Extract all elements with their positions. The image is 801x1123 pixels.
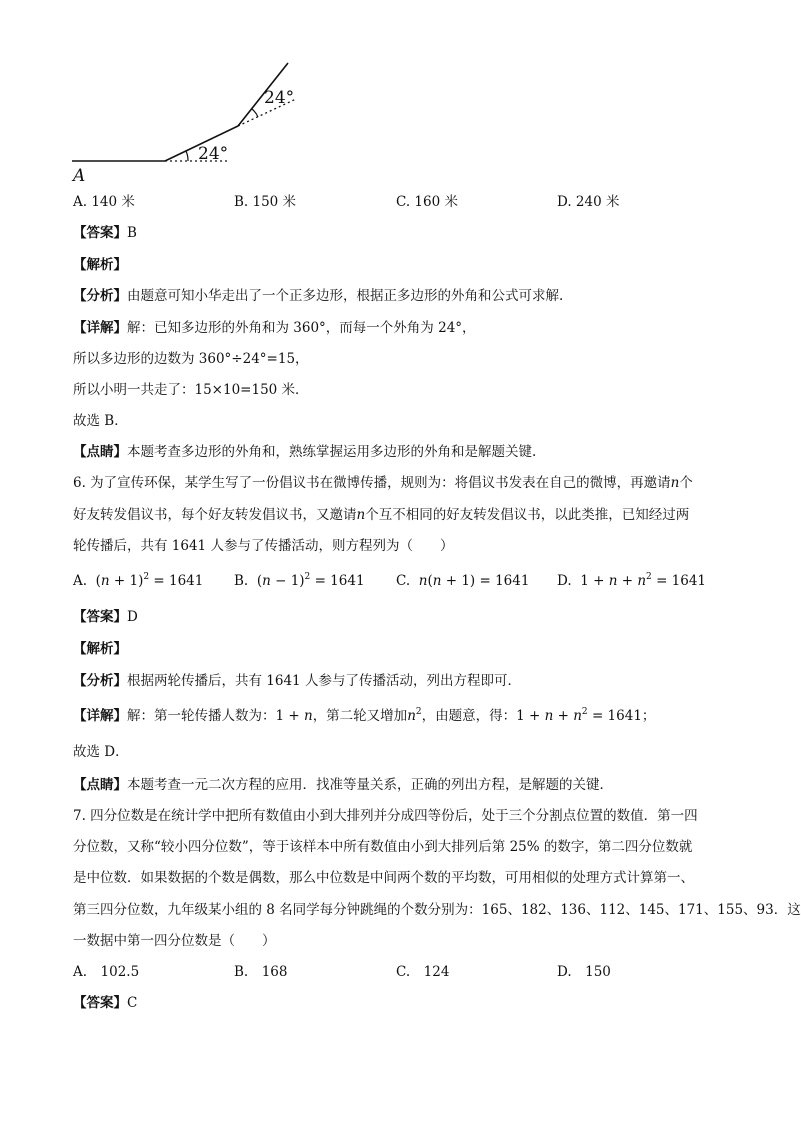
q5-fenxi-text: 由题意可知小华走出了一个正多边形，根据正多边形的外角和公式可求解.	[127, 288, 564, 304]
equation-rhs: = 1641	[479, 573, 530, 589]
q5-solution-line-3: 所以小明一共走了：15×10=150 米．	[73, 382, 309, 398]
q5-option-c: C. 160 米	[396, 194, 458, 210]
q6-xiangjie-line	[73, 706, 655, 726]
q6-stem-1: 6. 为了宣传环保，某学生写了一份倡议书在微博传播，规则为：将倡议书发表在自己的微博，再邀请	[73, 475, 671, 491]
answer-tag: 【答案】	[73, 995, 127, 1011]
fenxi-tag: 【分析】	[73, 288, 127, 304]
var-n: n	[356, 507, 366, 523]
q5-xiangjie-text: 解：已知多边形的外角和为 360°，而每一个外角为 24°，	[127, 320, 476, 336]
option-label: A.	[73, 573, 88, 589]
expr-second-round: $n^2$	[407, 707, 422, 724]
answer-tag: 【答案】	[73, 225, 127, 241]
q5-xiangjie-line	[73, 318, 476, 338]
equation-a: $(n + 1)^2 = 1641$	[95, 572, 204, 589]
q5-dianjing-line	[73, 442, 536, 462]
xiangjie-tag: 【详解】	[73, 320, 127, 336]
q7-stem-4a: 第三四分位数，九年级某小组的 8 名同学每分钟跳绳的个数分别为：	[73, 902, 482, 918]
q6-stem-line-2	[73, 505, 689, 525]
q6-stem-2a: 好友转发倡议书，每个好友转发倡议书，又邀请	[73, 507, 357, 523]
q7-option-c: C. 124	[396, 964, 450, 980]
angle-arc-2	[252, 109, 258, 117]
q7-stem-line-3: 是中位数．如果数据的个数是偶数，那么中位数是中间两个数的平均数，可用相似的处理方式计算第一、	[73, 870, 694, 886]
q6-xiangjie-b: ，第二轮又增加	[312, 708, 408, 724]
fenxi-tag: 【分析】	[73, 673, 127, 689]
q5-option-b: B. 150 米	[234, 194, 297, 210]
q7-option-a: A. 102.5	[73, 964, 140, 980]
option-label: B.	[234, 573, 249, 589]
angle-label-1: 24°	[198, 144, 229, 164]
q7-stem-line-4	[73, 900, 801, 920]
xiangjie-tag: 【详解】	[73, 708, 127, 724]
q7-stem-line-1: 7. 四分位数是在统计学中把所有数值由小到大排列并分成四等份后，处于三个分割点位置的数值．第一四	[73, 808, 698, 824]
q7-stem-line-5: 一数据中第一四分位数是（ ）	[73, 933, 276, 949]
q6-dianjing-text: 本题考查一元二次方程的应用．找准等量关系，正确的列出方程，是解题的关键．	[127, 777, 613, 793]
option-label: C.	[396, 573, 411, 589]
equation-rhs: = 1641	[591, 708, 642, 724]
equation-b: $(n - 1)^2 = 1641$	[256, 572, 365, 589]
answer-tag: 【答案】	[73, 609, 127, 625]
q6-answer: D	[127, 609, 138, 625]
angle-label-2: 24°	[264, 88, 295, 108]
equation-d: $1 + n + n^2 = 1641$	[580, 572, 707, 589]
q6-answer-line	[73, 607, 138, 627]
q5-answer-line	[73, 223, 137, 243]
q6-fenxi-text: 根据两轮传播后，共有 1641 人参与了传播活动，列出方程即可．	[127, 673, 521, 689]
q5-solution-line-4: 故选 B．	[73, 413, 128, 429]
var-n: n	[670, 475, 680, 491]
q5-analysis-tag: 【解析】	[73, 257, 127, 273]
q6-stem-line-1	[73, 473, 693, 493]
q6-option-d	[557, 571, 706, 591]
q5-answer: B	[127, 225, 137, 241]
equation-rhs: = 1641	[314, 573, 365, 589]
equation-c: n(n + 1) = 1641	[418, 573, 530, 589]
q6-option-c	[396, 571, 529, 591]
q6-xiangjie-c: ，由题意，得：	[421, 708, 517, 724]
q6-option-a	[73, 571, 203, 591]
q6-stem-line-3: 轮传播后，共有 1641 人参与了传播活动，则方程列为（ ）	[73, 538, 454, 554]
q7-stem-4c: ．这	[773, 902, 801, 918]
option-label: D.	[557, 573, 572, 589]
q6-dianjing-line	[73, 775, 613, 795]
q7-data-values: 165、182、136、112、145、171、155、93	[481, 902, 774, 918]
q6-xiangjie-a: 解：第一轮传播人数为：	[127, 708, 276, 724]
q6-fenxi-line	[73, 671, 521, 691]
q6-analysis-tag: 【解析】	[73, 641, 127, 657]
q7-answer: C	[127, 995, 138, 1011]
semicolon: ；	[641, 708, 656, 724]
point-label-a: A	[73, 166, 86, 186]
q7-option-b: B. 168	[234, 964, 288, 980]
q5-option-d: D. 240 米	[557, 194, 620, 210]
q6-solution-line-4: 故选 D．	[73, 744, 129, 760]
dianjing-tag: 【点睛】	[73, 444, 127, 460]
angle-figure	[60, 55, 320, 190]
q7-answer-line	[73, 993, 137, 1013]
dianjing-tag: 【点睛】	[73, 777, 127, 793]
expr-first-round: 1 + n	[275, 708, 313, 724]
q7-stem-line-2: 分位数，又称“较小四分位数”，等于该样本中所有数值由小到大排列后第 25% 的数字，第二四分位数就	[73, 839, 693, 855]
q6-option-b	[234, 571, 365, 591]
q5-fenxi-line	[73, 286, 563, 306]
q6-stem-2b: 个互不相同的好友转发倡议书，以此类推，已知经过两	[365, 507, 690, 523]
angle-arc-1	[186, 151, 188, 161]
equation-rhs: = 1641	[153, 573, 204, 589]
expr-equation: $1 + n + n^2 = 1641$	[516, 707, 642, 724]
q5-option-a: A. 140 米	[73, 194, 135, 210]
q5-dianjing-text: 本题考查多边形的外角和，熟练掌握运用多边形的外角和是解题关键.	[127, 444, 537, 460]
equation-rhs: = 1641	[656, 573, 707, 589]
q7-option-d: D. 150	[557, 964, 611, 980]
q5-solution-line-2: 所以多边形的边数为 360°÷24°=15，	[73, 351, 309, 367]
q6-stem-1b: 个	[679, 475, 693, 491]
